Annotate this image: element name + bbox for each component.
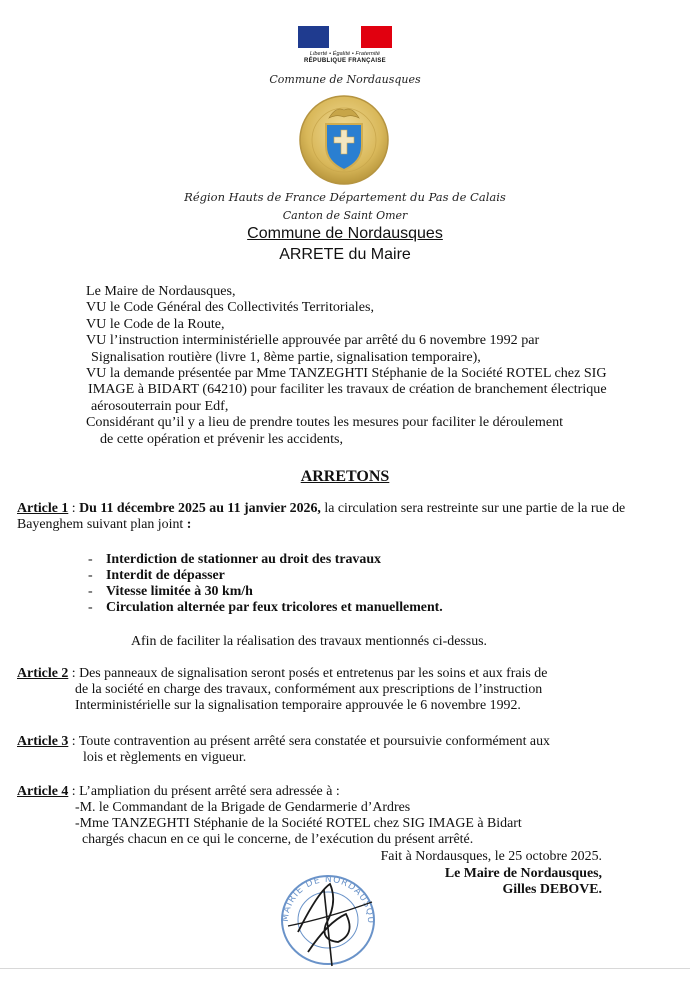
- commune-crest-emblem: [291, 92, 397, 188]
- list-item: - Circulation alternée par feux tricolores et manuellement.: [88, 600, 443, 615]
- list-item: - Interdit de dépasser: [88, 568, 225, 583]
- article-1-text: la circulation sera restreinte sur une partie de la rue de: [320, 501, 626, 516]
- article-2-label: Article 2: [17, 666, 69, 681]
- article-2: Article 2 : Des panneaux de signalisation seront posés et entretenus par les soins et aux frais de de la société en charge des travaux, conformément aux prescriptions de l’instruction Interministérielle sur la signalisation temporaire approuvée le 6 novembre 1992.: [17, 666, 548, 713]
- canton-line: Canton de Saint Omer: [282, 209, 408, 222]
- article-1: [17, 501, 625, 533]
- bullet-dash: -: [88, 600, 93, 615]
- mairie-stamp-with-signature: [268, 862, 388, 970]
- article-3: Article 3 : Toute contravention au présent arrêté sera constatée et poursuivie conformément aux lois et règlements en vigueur.: [17, 734, 550, 765]
- preamble-line: Le Maire de Nordausques,: [86, 283, 236, 299]
- article-4: Article 4 : L’ampliation du présent arrêté sera adressée à : -M. le Commandant de la Brigade de Gendarmerie d’Ardres -Mme TANZEGHTI Stéphanie de la Société ROTEL chez SIG IMAGE à Bidart chargés chacun en ce qui le concerne, de l’exécution du présent arrêté.: [17, 784, 522, 847]
- tricolor-flag: [298, 26, 392, 48]
- list-item: - Vitesse limitée à 30 km/h: [88, 584, 253, 599]
- commune-script-label: Commune de Nordausques: [269, 73, 421, 86]
- list-item: - Interdiction de stationner au droit des travaux: [88, 552, 381, 567]
- purpose-sentence: Afin de faciliter la réalisation des travaux mentionnés ci-dessus.: [131, 634, 488, 649]
- article-3-label: Article 3: [17, 734, 69, 749]
- arretons-heading: ARRETONS: [300, 468, 390, 485]
- bullet-dash: -: [88, 584, 93, 599]
- region-department-line: Région Hauts de France Département du Pas de Calais: [184, 190, 506, 204]
- article-1-text-line2: Bayenghem suivant plan joint: [17, 517, 187, 532]
- preamble-line: Signalisation routière (livre 1, 8ème partie, signalisation temporaire),: [91, 348, 481, 365]
- signatory-title: Le Maire de Nordausques,: [444, 866, 602, 881]
- bullet-dash: -: [88, 552, 93, 567]
- stamp-ring-text: MAIRIE DE NORDAUSQU: [280, 874, 376, 925]
- bullet-dash: -: [88, 568, 93, 583]
- article-1-separator: :: [68, 501, 80, 516]
- republic-motto: Liberté • Égalité • Fraternité: [309, 51, 381, 57]
- preamble-line: Considérant qu’il y a lieu de prendre toutes les mesures pour faciliter le déroulement: [86, 414, 564, 431]
- preamble-line: IMAGE à BIDART (64210) pour faciliter les travaux de création de branchement électrique: [88, 381, 607, 398]
- article-4-label: Article 4: [17, 784, 69, 799]
- article-1-colon: :: [186, 517, 192, 532]
- preamble-line: VU la demande présentée par Mme TANZEGHTI Stéphanie de la Société ROTEL chez SIG: [86, 365, 607, 382]
- signatory-block: [380, 866, 602, 898]
- preamble: [86, 283, 607, 447]
- preamble-line: aérosouterrain pour Edf,: [91, 397, 229, 414]
- measures-list: [88, 552, 443, 616]
- preamble-line: VU le Code de la Route,: [86, 315, 225, 332]
- republic-name: RÉPUBLIQUE FRANÇAISE: [303, 58, 386, 64]
- article-1-label: Article 1: [17, 501, 69, 516]
- preamble-line: VU le Code Général des Collectivités Territoriales,: [86, 299, 374, 316]
- signature-place-date: Fait à Nordausques, le 25 octobre 2025.: [380, 849, 602, 864]
- article-1-dates: Du 11 décembre 2025 au 11 janvier 2026,: [79, 501, 321, 516]
- page-bottom-edge: [0, 968, 690, 969]
- preamble-line: de cette opération et prévenir les accidents,: [100, 430, 344, 447]
- marianne-logo: [298, 26, 392, 64]
- commune-title: Commune de Nordausques: [247, 225, 443, 242]
- preamble-line: VU l’instruction interministérielle approuvée par arrêté du 6 novembre 1992 par: [86, 332, 540, 349]
- arrete-title: ARRETE du Maire: [279, 246, 411, 263]
- signatory-name: Gilles DEBOVE.: [502, 882, 602, 897]
